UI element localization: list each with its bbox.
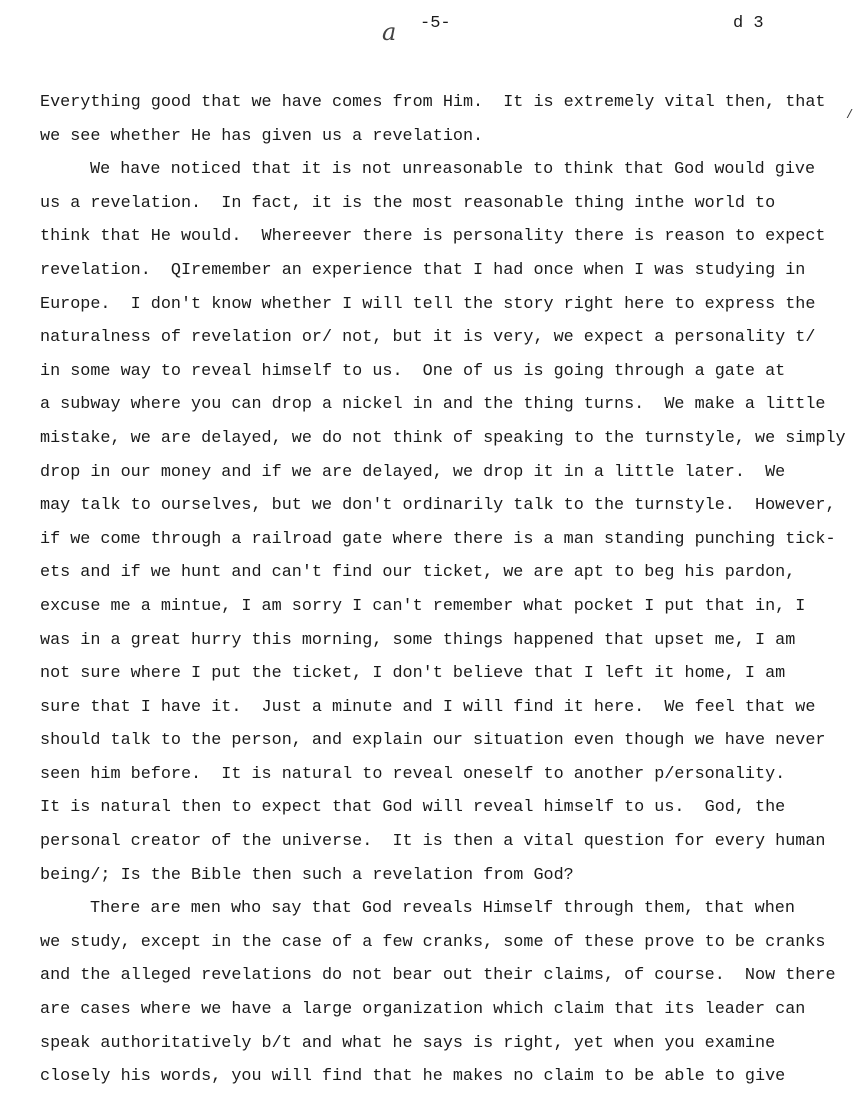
page-number: -5-: [420, 14, 451, 33]
margin-mark: /: [846, 108, 854, 122]
text-line: drop in our money and if we are delayed, we drop it in a little later. We: [40, 462, 786, 482]
document-id: d 3: [733, 14, 764, 33]
text-line: think that He would. Whereever there is personality there is reason to expect: [40, 227, 826, 247]
text-line: in some way to reveal himself to us. One of us is going through a gate at: [40, 361, 786, 381]
text-line: not sure where I put the ticket, I don't believe that I left it home, I am: [40, 664, 786, 684]
handwritten-mark: a: [382, 18, 397, 46]
text-line: are cases where we have a large organization which claim that its leader can: [40, 1000, 806, 1020]
text-line: Europe. I don't know whether I will tell the story right here to express the: [40, 294, 816, 314]
text-line: personal creator of the universe. It is then a vital question for every human: [40, 832, 826, 852]
text-line: seen him before. It is natural to reveal oneself to another p/ersonality.: [40, 764, 786, 784]
text-line: closely his words, you will find that he makes no claim to be able to give: [40, 1067, 786, 1087]
text-line: naturalness of revelation or/ not, but it is very, we expect a personality t/: [40, 328, 816, 348]
text-line: revelation. QIremember an experience that I had once when I was studying in: [40, 260, 806, 280]
text-line: was in a great hurry this morning, some things happened that upset me, I am: [40, 630, 796, 650]
document-body: [40, 86, 846, 1094]
text-line: being/; Is the Bible then such a revelation from God?: [40, 865, 574, 885]
text-line: Everything good that we have comes from Him. It is extremely vital then, that: [40, 93, 826, 112]
text-line: if we come through a railroad gate where there is a man standing punching tick-: [40, 529, 836, 549]
text-line: may talk to ourselves, but we don't ordinarily talk to the turnstyle. However,: [40, 496, 836, 516]
text-line: sure that I have it. Just a minute and I will find it here. We feel that we: [40, 697, 816, 717]
text-line: should talk to the person, and explain our situation even though we have never: [40, 731, 826, 751]
text-line: It is natural then to expect that God will reveal himself to us. God, the: [40, 798, 786, 818]
text-line: excuse me a mintue, I am sorry I can't remember what pocket I put that in, I: [40, 596, 806, 616]
text-line: speak authoritatively b/t and what he says is right, yet when you examine: [40, 1033, 776, 1053]
text-line: We have noticed that it is not unreasonable to think that God would give: [90, 160, 816, 180]
text-line: us a revelation. In fact, it is the most reasonable thing inthe world to: [40, 193, 776, 213]
text-line: There are men who say that God reveals Himself through them, that when: [90, 899, 795, 919]
text-line: a subway where you can drop a nickel in and the thing turns. We make a little: [40, 395, 826, 415]
text-line: mistake, we are delayed, we do not think of speaking to the turnstyle, we simply: [40, 428, 846, 448]
text-line: and the alleged revelations do not bear out their claims, of course. Now there: [40, 966, 836, 986]
text-line: ets and if we hunt and can't find our ticket, we are apt to beg his pardon,: [40, 563, 796, 583]
text-line: we study, except in the case of a few cranks, some of these prove to be cranks: [40, 932, 826, 952]
text-line: we see whether He has given us a revelation.: [40, 126, 484, 146]
